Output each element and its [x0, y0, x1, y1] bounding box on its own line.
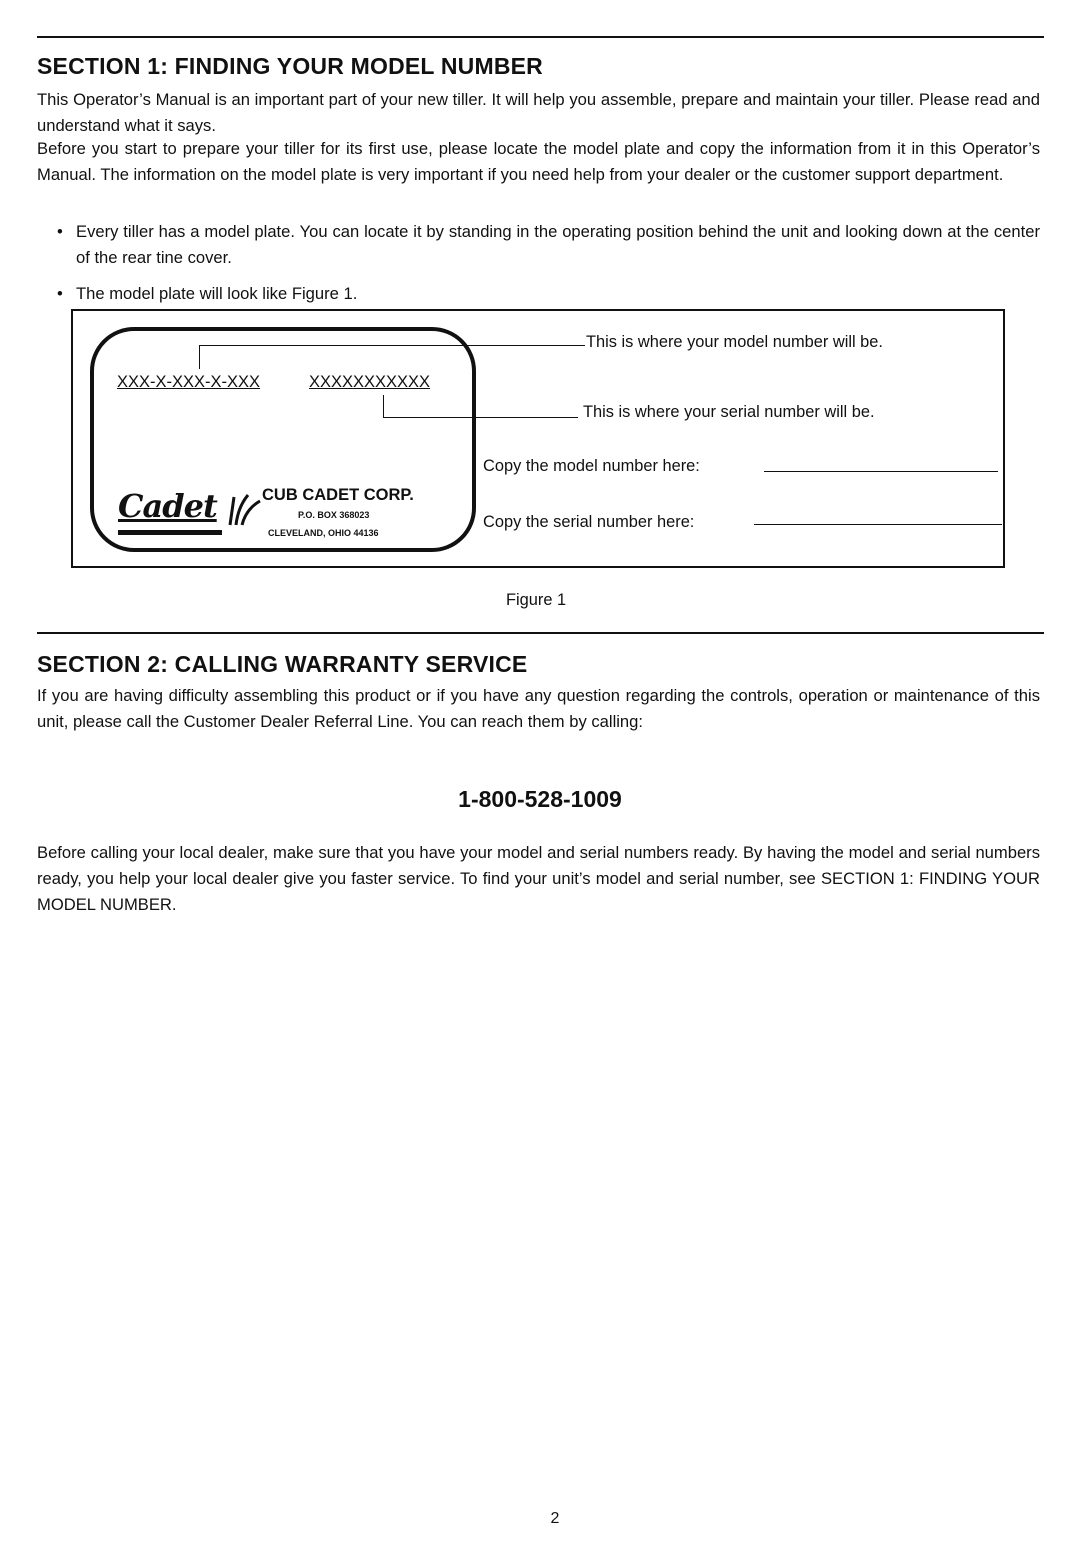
model-number-pointer-horizontal	[199, 345, 585, 346]
bullet-icon: •	[57, 284, 63, 303]
po-box: P.O. BOX 368023	[298, 510, 370, 520]
bullet-text: Every tiller has a model plate. You can locate it by standing in the operating position behind the unit and looking down at the center of the rear tine cover.	[76, 222, 1040, 267]
corp-name: CUB CADET CORP.	[262, 486, 414, 504]
section1-intro-paragraph: This Operator’s Manual is an important part of your new tiller. It will help you assemble, prepare and maintain your tiller. Please read and understand what it says.	[37, 90, 1040, 135]
serial-number-write-line[interactable]	[754, 524, 1002, 525]
referral-phone-number: 1-800-528-1009	[458, 786, 622, 812]
section2-top-rule	[37, 632, 1044, 634]
section1-top-rule	[37, 36, 1044, 38]
page-number: 2	[550, 1510, 560, 1527]
bullet-text: The model plate will look like Figure 1.	[76, 284, 358, 303]
city-address: CLEVELAND, OHIO 44136	[268, 528, 379, 538]
section2-dealer-paragraph: Before calling your local dealer, make sure that you have your model and serial numbers ready. By having the model and serial numbers ready, you help your local dealer give you faster service. To find your unit’s model and serial number, see SECTION 1: FINDING YOUR MODEL NUMBER.	[37, 843, 1040, 914]
model-number-pointer-vertical	[199, 345, 200, 369]
figure1-caption: Figure 1	[506, 591, 567, 609]
bullet-item-figure-reference	[57, 281, 1040, 307]
logo-underline-bar	[118, 530, 222, 535]
model-number-write-line[interactable]	[764, 471, 998, 472]
section2-title: SECTION 2: CALLING WARRANTY SERVICE	[37, 651, 528, 677]
bullet-icon: •	[57, 222, 63, 241]
serial-number-pattern: XXXXXXXXXXX	[309, 373, 431, 391]
model-number-pattern: XXX-X-XXX-X-XXX	[117, 373, 261, 391]
bullet-item-model-plate-location	[57, 219, 1040, 271]
serial-number-pointer-vertical	[383, 395, 384, 417]
serial-number-callout: This is where your serial number will be.	[583, 403, 875, 421]
grass-logo-icon	[224, 491, 262, 527]
section1-title: SECTION 1: FINDING YOUR MODEL NUMBER	[37, 53, 543, 79]
section2-intro-paragraph: If you are having difficulty assembling this product or if you have any question regarding the controls, operation or maintenance of this unit, please call the Customer Dealer Referral Line. You can reach them by calling:	[37, 686, 1040, 731]
cadet-logo: Cadet	[118, 487, 217, 525]
copy-serial-label: Copy the serial number here:	[483, 513, 695, 531]
model-number-callout: This is where your model number will be.	[586, 333, 883, 351]
serial-number-pointer-horizontal	[383, 417, 578, 418]
section1-locate-paragraph: Before you start to prepare your tiller for its first use, please locate the model plate and copy the information from it in this Operator’s Manual. The information on the model plate is very important if you need help from your dealer or the customer support department.	[37, 139, 1040, 184]
copy-model-label: Copy the model number here:	[483, 457, 700, 475]
